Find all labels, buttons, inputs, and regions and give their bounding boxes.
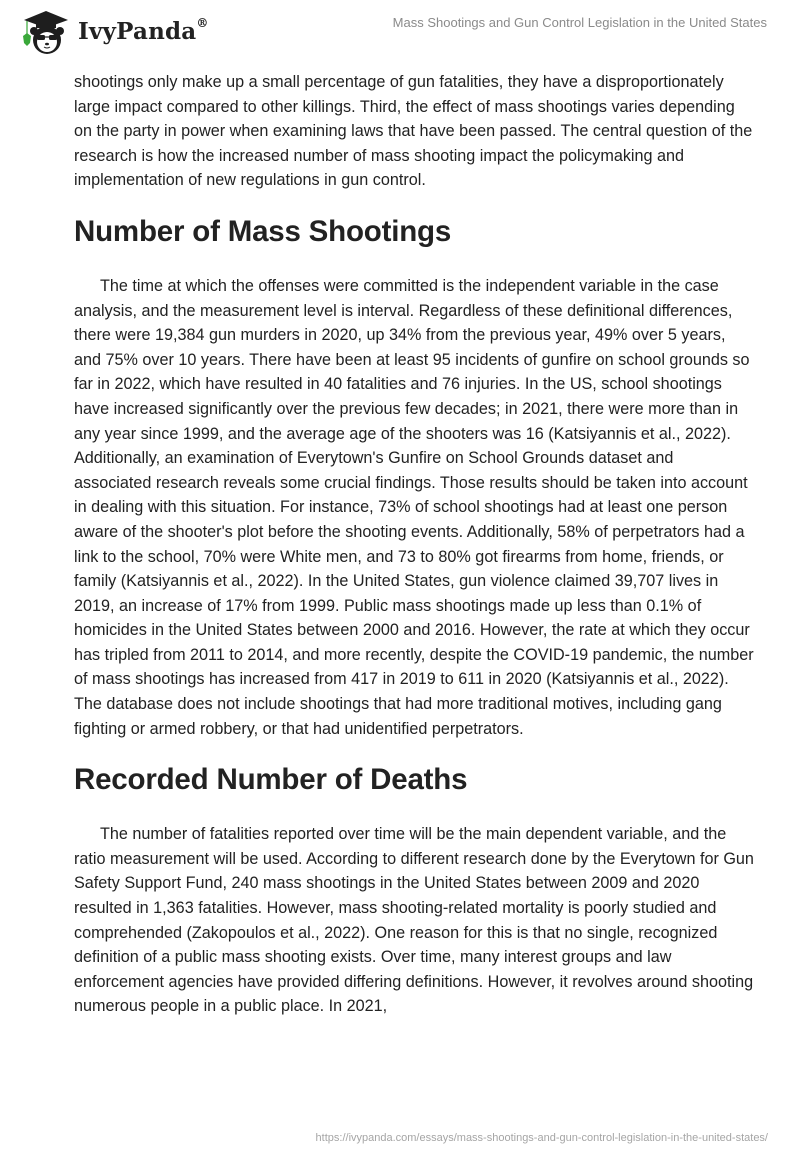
section-paragraph-number-of-mass-shootings: The time at which the offenses were committed is the independent variable in the case analysis, and the measurement level is interval. Regardless of these definitional differences, there were 19,384 gun murders in 2020, up 34% from the previous year, 49% over 5 years, and 75% over 10 years. There have been at least 95 incidents of gunfire on school grounds so far in 2022, which have resulted in 40 fatalities and 76 injuries. In the US, school shootings have increased significantly over the previous few decades; in 2021, there were more than in any year since 1999, and the average age of the shooters was 16 (Katsiyannis et al., 2022). Additionally, an examination of Everytown's Gunfire on School Grounds dataset and associated research reveals some crucial findings. Those results should be taken into account in dealing with this situation. For instance, 73% of school shootings had at least one person aware of the shooter's plot before the shooting events. Additionally, 58% of perpetrators had a link to the school, 70% were White men, and 73 to 80% got firearms from home, friends, or family (Katsiyannis et al., 2022). In the United States, gun violence claimed 39,707 lives in 2019, an increase of 17% from 1999. Public mass shootings made up less than 0.1% of homicides in the United States between 2000 and 2016. However, the rate at which they occur has tripled from 2011 to 2014, and more recently, despite the COVID-19 pandemic, the number of mass shootings has increased from 417 in 2019 to 611 in 2020 (Katsiyannis et al., 2022). The database does not include shootings that had more traditional motives, including gang fighting or armed robbery, or that had unidentified perpetrators. [74,276,754,738]
section-heading-recorded-number-of-deaths: Recorded Number of Deaths [74,763,468,797]
essay-body [74,70,754,1019]
ivypanda-logo[interactable] [16,6,209,56]
intro-paragraph: shootings only make up a small percentage of gun fatalities, they have a disproportionately large impact compared to other killings. Third, the effect of mass shootings varies depending on the party in power when examining laws that have been passed. The central question of the research is how the increased number of mass shooting impact the policymaking and implementation of new regulations in gun control. [74,73,753,190]
panda-graduate-logo-icon [16,6,76,56]
brand-name: IvyPanda® [78,15,209,45]
section-heading-number-of-mass-shootings: Number of Mass Shootings [74,214,452,248]
document-title: Mass Shootings and Gun Control Legislation in the United States [392,15,767,30]
footer-source-url[interactable]: https://ivypanda.com/essays/mass-shootings-and-gun-control-legislation-in-the-united-states/ [315,1132,768,1144]
section-paragraph-recorded-number-of-deaths: The number of fatalities reported over time will be the main dependent variable, and the ratio measurement will be used. According to different research done by the Everytown for Gun Safety Support Fund, 240 mass shootings in the United States between 2009 and 2020 resulted in 1,363 fatalities. However, mass shooting-related mortality is poorly studied and comprehended (Zakopoulos et al., 2022). One reason for this is that no single, recognized definition of a public mass shooting exists. Over time, many interest groups and law enforcement agencies have provided differing definitions. However, it revolves around shooting numerous people in a public place. In 2021, [74,825,754,1016]
page-header [0,0,800,60]
registered-mark: ® [196,15,209,30]
